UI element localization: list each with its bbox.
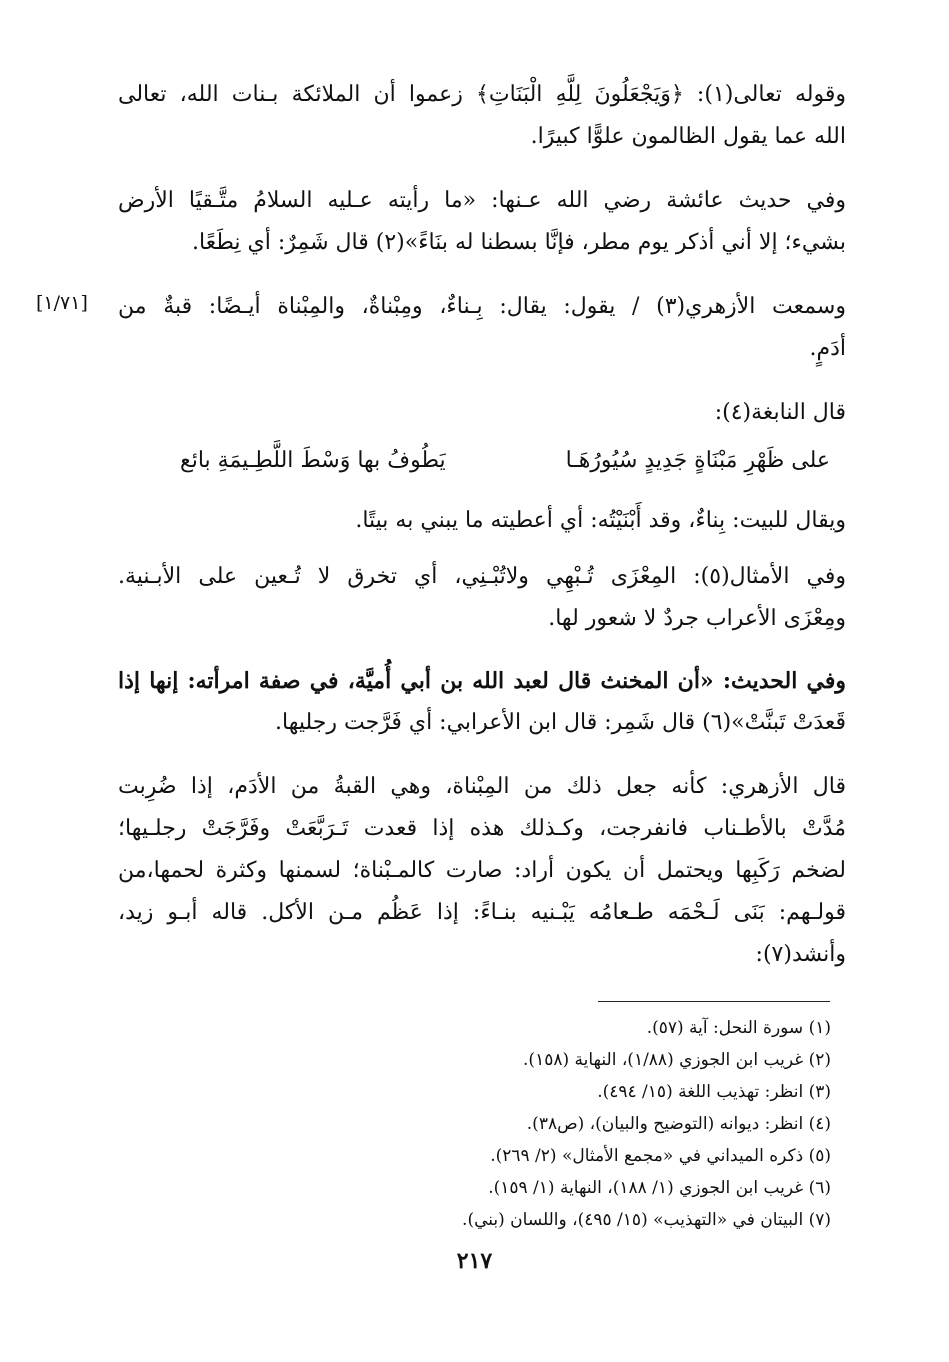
text-line: لضخم رَكَبِها ويحتمل أن يكون أراد: صارت كالمـبْناة؛ لسمنها وكثرة لحمها،من (118, 858, 846, 883)
paragraph-1 (118, 74, 846, 158)
paragraph-7 (118, 660, 846, 744)
text-line: قال النابغة(٤): (714, 400, 846, 425)
paragraph-5 (118, 500, 846, 542)
text-line: قال الأزهري: كأنه جعل ذلك من المِبْناة، وهي القبةُ من الأدَم، إذا ضُرِبت (118, 774, 846, 799)
footnote-2: (٢) غريب ابن الجوزي (١/٨٨)، النهاية (١٥٨). (523, 1050, 831, 1070)
text-line: ومِعْزَى الأعراب جردٌ لا شعور لها. (548, 606, 846, 631)
text-line: وفي الأمثال(٥): المِعْزَى تُـبْهِي ولاتُبْـنِي، أي تخرق لا تُـعين على الأبـنية. (118, 564, 846, 589)
paragraph-6 (118, 556, 846, 640)
manuscript-folio-reference: [١/٧١] (36, 292, 88, 314)
paragraph-8 (118, 766, 846, 976)
page-number: ٢١٧ (456, 1248, 493, 1274)
verse-second-hemistich: يَطُوفُ بها وَسْطَ اللَّطِـيمَةِ بائع (180, 448, 446, 473)
verse-first-hemistich: على ظَهْرِ مَبْنَاةٍ جَدِيدٍ سُيُورُهَـا (565, 448, 830, 473)
poetry-verse (150, 448, 830, 488)
text-line: الله عما يقول الظالمون علوًّا كبيرًا. (530, 124, 846, 149)
text-line: وسمعت الأزهري(٣) / يقول: يقال: بِـناءٌ، ومِبْناةٌ، والمِبْناة أيـضًا: قبةٌ من (118, 294, 846, 319)
text-line: وفي حديث عائشة رضي الله عـنها: «ما رأيته عـليه السلامُ متَّـقيًا الأرض (118, 188, 846, 213)
footnote-7: (٧) البيتان في «التهذيب» (١٥/ ٤٩٥)، واللسان (بني). (462, 1210, 831, 1230)
paragraph-3 (118, 286, 846, 370)
text-line: قولـهم: بَنَى لَـحْمَه طـعامُه يَبْـنيه بنـاءً: إذا عَظُم مـن الأكل. قاله أبـو زيد، (118, 900, 846, 925)
text-line: وقوله تعالى(١): ﴿وَيَجْعَلُونَ لِلَّهِ الْبَنَاتِ﴾ زعموا أن الملائكة بـنات الله، تعالى (118, 82, 846, 107)
footnote-1: (١) سورة النحل: آية (٥٧). (646, 1018, 831, 1038)
text-line: أدَمٍ. (809, 336, 846, 361)
text-line: وأنشد(٧): (755, 942, 846, 967)
footnotes (311, 1012, 831, 1236)
footnote-separator (598, 1001, 830, 1002)
text-line: مُدَّتْ بالأطـناب فانفرجت، وكـذلك هذه إذا قعدت تَـرَبَّعَتْ وفَرَّجَتْ رجلـيها؛ (118, 816, 846, 841)
footnote-5: (٥) ذكره الميداني في «مجمع الأمثال» (٢/ ٢٦٩). (490, 1146, 831, 1166)
footnote-4: (٤) انظر: ديوانه (التوضيح والبيان)، (ص٣٨). (526, 1114, 831, 1134)
footnote-3: (٣) انظر: تهذيب اللغة (١٥/ ٤٩٤). (597, 1082, 831, 1102)
text-line: ويقال للبيت: بِناءٌ، وقد أَبْنَيْتُه: أي أعطيته ما يبني به بيتًا. (355, 508, 846, 533)
text-line: قَعدَتْ تَبنَّتْ»(٦) قال شَمِر: قال ابن الأعرابي: أي فَرَّجت رجليها. (275, 710, 846, 735)
footnote-6: (٦) غريب ابن الجوزي (١/ ١٨٨)، النهاية (١/ ١٥٩). (488, 1178, 831, 1198)
text-line: بشيء؛ إلا أني أذكر يوم مطر، فإنَّا بسطنا له بنَاءً»(٢) قال شَمِرٌ: أي نِطَعًا. (192, 230, 846, 255)
text-line: وفي الحديث: «أن المخنث قال لعبد الله بن أبي أُميَّة، في صفة امرأته: إنها إذا (118, 668, 846, 694)
paragraph-2 (118, 180, 846, 264)
paragraph-4 (118, 392, 846, 434)
